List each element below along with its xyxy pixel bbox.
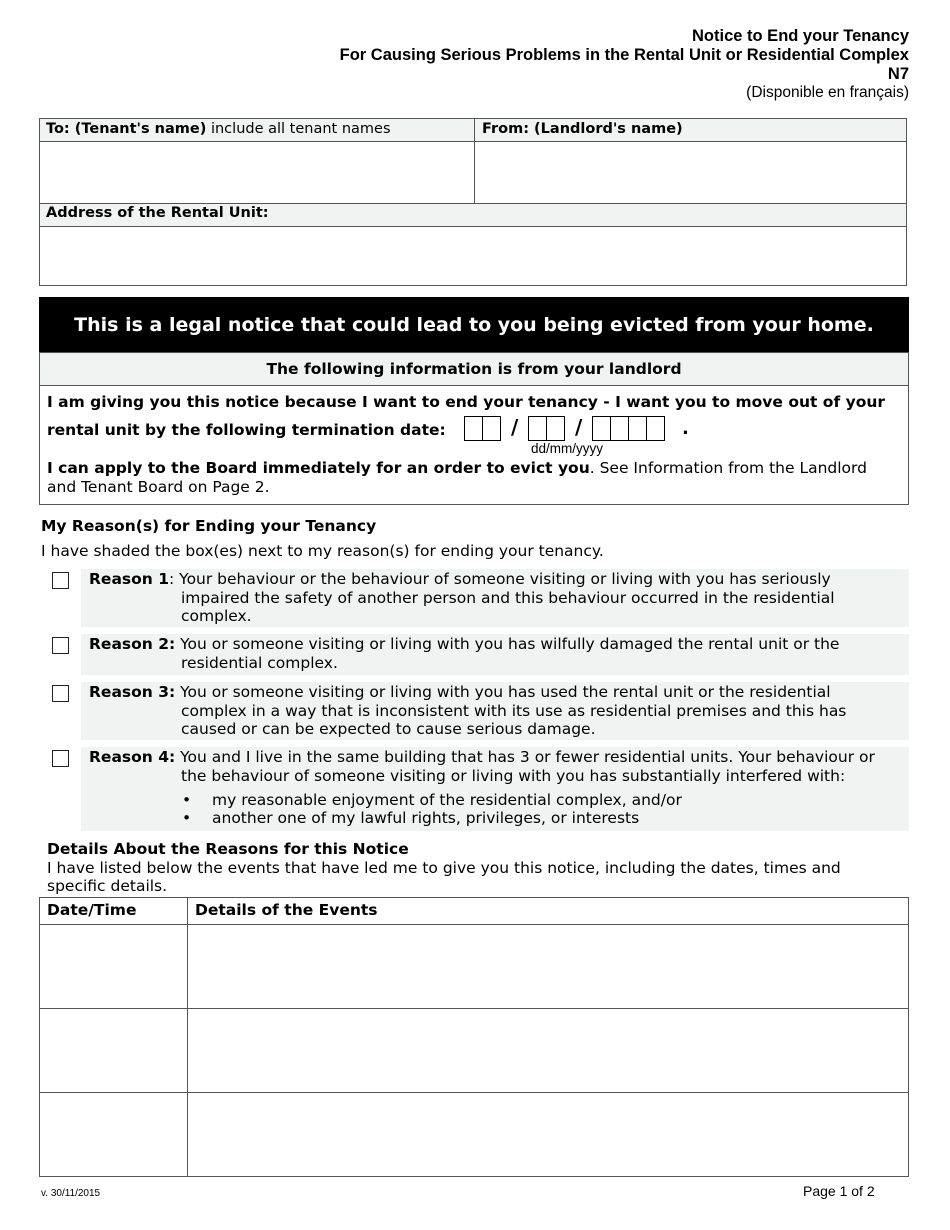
date-separator: / [511,415,519,439]
reason-1-checkbox[interactable] [52,572,69,589]
landlord-name-field[interactable] [475,142,906,203]
col-details-header: Details of the Events [188,898,909,925]
tenant-name-label: To: (Tenant's name) include all tenant names [46,121,391,137]
reason-2-checkbox[interactable] [52,637,69,654]
reason-1-box [81,569,909,627]
landlord-info-box [39,352,909,505]
tenant-name-field[interactable] [40,142,474,203]
termination-line-2: rental unit by the following termination date: [47,421,446,439]
reason-4-box [81,747,909,831]
form-code: N7 [887,65,909,83]
reason-3-text: Reason 3: You or someone visiting or living with you has used the rental unit or the residential complex in a way that is inconsistent with its use as residential premises and this has caused or can be expected to cause serious damage. [89,683,847,738]
reason-3-box [81,682,909,740]
reason-2-text: Reason 2: You or someone visiting or living with you has wilfully damaged the rental unit or the residential complex. [89,635,840,672]
parties-box [39,118,907,286]
reason-4-bullet-text: another one of my lawful rights, privileges, or interests [212,809,640,827]
date-year-digit-2[interactable] [610,416,629,441]
page-number: Page 1 of 2 [803,1183,875,1199]
table-row [40,925,909,1009]
table-row [40,1093,909,1177]
apply-to-board-text: I can apply to the Board immediately for an order to evict you. See Information from the Landlord and Tenant Board on Page 2. [47,459,867,496]
landlord-name-label: From: (Landlord's name) [482,121,683,137]
event-datetime-cell[interactable] [40,1009,188,1093]
rental-address-label: Address of the Rental Unit: [46,205,269,221]
reason-3-checkbox[interactable] [52,685,69,702]
rental-address-field[interactable] [40,226,906,285]
table-row [40,1009,909,1093]
form-header [340,27,909,102]
date-month-digit-1[interactable] [528,416,547,441]
date-year-digit-4[interactable] [646,416,665,441]
reason-4-bullet: • [182,791,192,809]
reason-4-checkbox[interactable] [52,750,69,767]
date-year-digit-3[interactable] [628,416,647,441]
date-separator: / [575,415,583,439]
reasons-intro: I have shaded the box(es) next to my reason(s) for ending your tenancy. [41,542,604,560]
french-availability-note: (Disponible en français) [746,84,909,101]
termination-line-1: I am giving you this notice because I want to end your tenancy - I want you to move out of your [47,393,886,411]
date-day-digit-1[interactable] [464,416,483,441]
reason-1-text: Reason 1: Your behaviour or the behaviour of someone visiting or living with you has seriously impaired the safety of another person and this behaviour occurred in the residential complex. [89,570,835,625]
date-day-digit-2[interactable] [482,416,501,441]
termination-date-field[interactable] [464,416,704,442]
col-datetime-header: Date/Time [40,898,188,925]
date-year-digit-1[interactable] [592,416,611,441]
event-details-cell[interactable] [188,925,909,1009]
event-details-cell[interactable] [188,1009,909,1093]
details-intro: I have listed below the events that have led me to give you this notice, including the dates, times and specific details. [47,859,841,895]
landlord-info-header: The following information is from your landlord [40,353,908,386]
reason-4-bullet-text: my reasonable enjoyment of the residential complex, and/or [212,791,682,809]
date-format-hint: dd/mm/yyyy [531,441,604,456]
event-datetime-cell[interactable] [40,925,188,1009]
event-details-cell[interactable] [188,1093,909,1177]
form-title: Notice to End your Tenancy [692,27,909,45]
date-month-digit-2[interactable] [546,416,565,441]
events-table [39,897,909,1177]
reason-4-text: Reason 4: You and I live in the same building that has 3 or fewer residential units. Your behaviour or the behaviour of someone visiting or living with you has substantially interfered with: [89,748,875,785]
reason-2-box [81,634,909,675]
events-header-row [40,898,909,925]
form-subtitle: For Causing Serious Problems in the Rental Unit or Residential Complex [339,46,909,64]
details-heading: Details About the Reasons for this Notice [47,840,409,858]
reason-4-bullet: • [182,809,192,827]
reasons-heading: My Reason(s) for Ending your Tenancy [41,517,377,535]
legal-notice-banner: This is a legal notice that could lead to you being evicted from your home. [39,297,909,352]
event-datetime-cell[interactable] [40,1093,188,1177]
date-period: . [682,418,689,439]
version-label: v. 30/11/2015 [41,1188,101,1199]
